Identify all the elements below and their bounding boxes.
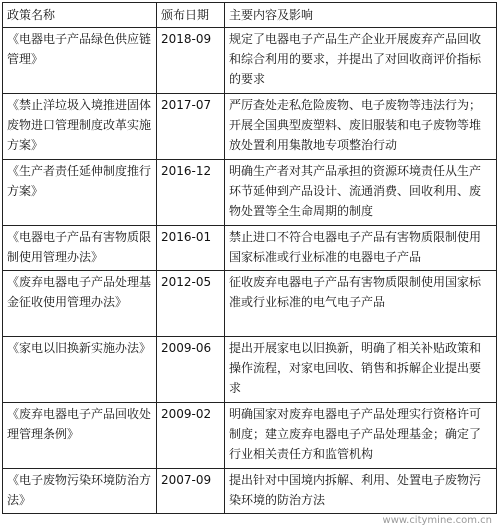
policy-name-cell: 《生产者责任延伸制度推行方案》 [3, 160, 157, 226]
content-cell: 明确国家对废弃电器电子产品处理实行资格许可制度；建立废弃电器电子产品处理基金；确定了行业相关责任方和监管机构 [225, 403, 497, 469]
table-row [3, 160, 497, 226]
issue-date-cell: 2012-05 [157, 271, 225, 337]
content-cell: 明确生产者对其产品承担的资源环境责任从生产环节延伸到产品设计、流通消费、回收利用、废物处置等全生命周期的制度 [225, 160, 497, 226]
issue-date-cell: 2009-02 [157, 403, 225, 469]
header-issue-date: 颁布日期 [157, 3, 225, 28]
content-cell: 规定了电器电子产品生产企业开展废弃产品回收和综合利用的要求，并提出了对回收商评价指标的要求 [225, 28, 497, 94]
table-row [3, 28, 497, 94]
content-cell: 征收废弃电器电子产品有害物质限制使用国家标准或行业标准的电气电子产品 [225, 271, 497, 337]
issue-date-cell: 2016-12 [157, 160, 225, 226]
issue-date-cell: 2017-07 [157, 94, 225, 160]
watermark: www.citymine.com.cn [382, 515, 492, 526]
table-row [3, 337, 497, 403]
policy-name-cell: 《电器电子产品绿色供应链管理》 [3, 28, 157, 94]
policy-name-cell: 《废弃电器电子产品回收处理管理条例》 [3, 403, 157, 469]
content-cell: 严厉查处走私危险废物、电子废物等违法行为；开展全国典型废塑料、废旧服装和电子废物等堆放处置利用集散地专项整治行动 [225, 94, 497, 160]
content-cell: 禁止进口不符合电器电子产品有害物质限制使用国家标准或行业标准的电器电子产品 [225, 226, 497, 271]
policy-name-cell: 《废弃电器电子产品处理基金征收使用管理办法》 [3, 271, 157, 337]
issue-date-cell: 2016-01 [157, 226, 225, 271]
issue-date-cell: 2007-09 [157, 469, 225, 514]
policy-name-cell: 《电器电子产品有害物质限制使用管理办法》 [3, 226, 157, 271]
table-header-row [3, 3, 497, 28]
table-row [3, 94, 497, 160]
policy-table [2, 2, 497, 514]
content-cell: 提出针对中国境内拆解、利用、处置电子废物污染环境的防治方法 [225, 469, 497, 514]
policy-name-cell: 《禁止洋垃圾入境推进固体废物进口管理制度改革实施方案》 [3, 94, 157, 160]
policy-name-cell: 《电子废物污染环境防治方法》 [3, 469, 157, 514]
issue-date-cell: 2009-06 [157, 337, 225, 403]
table-row [3, 226, 497, 271]
issue-date-cell: 2018-09 [157, 28, 225, 94]
header-policy-name: 政策名称 [3, 3, 157, 28]
content-cell: 提出开展家电以旧换新，明确了相关补贴政策和操作流程，对家电回收、销售和拆解企业提出要求 [225, 337, 497, 403]
policy-name-cell: 《家电以旧换新实施办法》 [3, 337, 157, 403]
table-row [3, 469, 497, 514]
header-main-content: 主要内容及影响 [225, 3, 497, 28]
table-row [3, 271, 497, 337]
table-row [3, 403, 497, 469]
